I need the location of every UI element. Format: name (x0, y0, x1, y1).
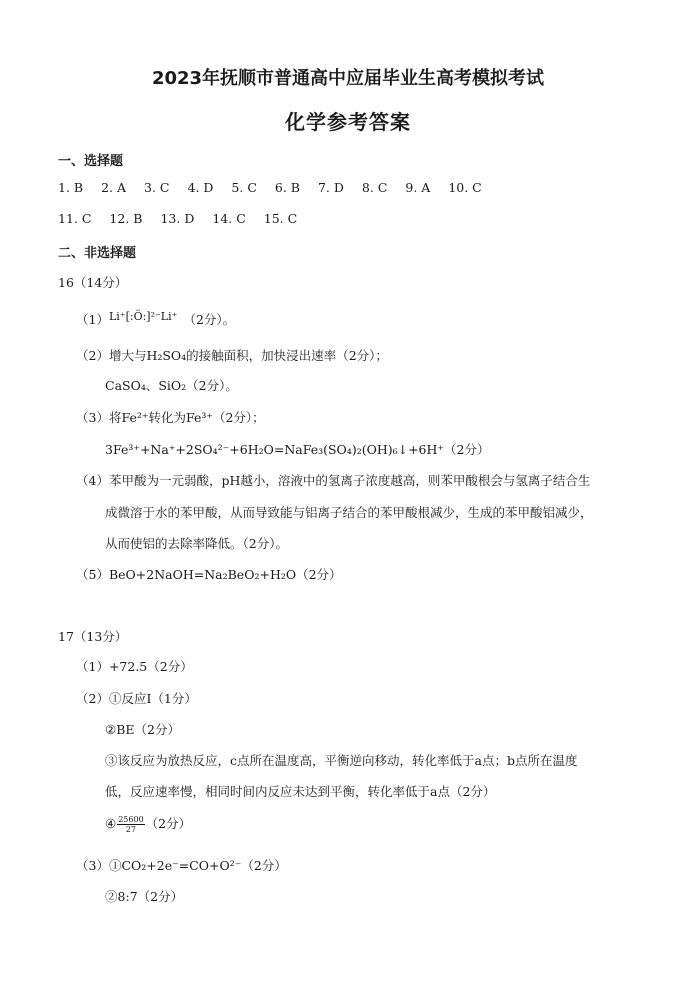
fraction (117, 815, 144, 834)
answer-item: 14. C (212, 211, 246, 226)
q17-answer-3-line-2: ②8:7（2分） (105, 889, 184, 904)
document-title: 2023年抚顺市普通高中应届毕业生高考模拟考试 (151, 68, 545, 89)
answer-item: 13. D (160, 211, 195, 226)
q17-answer-1: （1）+72.5（2分） (76, 659, 193, 674)
q16-answer-2-line-1: （2）增大与H₂SO₄的接触面积，加快浸出速率（2分）； (76, 348, 388, 363)
q16-answer-2-line-2: CaSO₄、SiO₂（2分）。 (105, 378, 238, 393)
answer-item: 7. D (317, 180, 344, 195)
q17-answer-2-line-4: 低，反应速率慢，相同时间内反应未达到平衡，转化率低于a点（2分） (105, 784, 496, 799)
answer-item: 15. C (263, 211, 298, 226)
answer-item: 4. D (187, 180, 214, 195)
document-subtitle: 化学参考答案 (285, 110, 411, 134)
q16-answer-1 (76, 310, 235, 328)
answer-item: 9. A (405, 180, 431, 195)
q17-answer-2-line-5 (105, 814, 191, 834)
q16-1-label: （1） (76, 312, 109, 327)
q17-answer-2-line-3: ③该反应为放热反应，c点所在温度高，平衡逆向移动，转化率低于a点；b点所在温度 (105, 753, 578, 768)
choice-answers-row-2 (58, 211, 315, 226)
choice-answers-row-1 (58, 180, 500, 195)
q16-1-score: （2分）。 (183, 312, 236, 327)
q17-answer-3-line-1: （3）①CO₂+2e⁻=CO+O²⁻（2分） (76, 858, 287, 873)
circled-number: ④ (105, 816, 117, 831)
answer-item: 6. B (274, 180, 300, 195)
section-heading-choice: 一、选择题 (58, 154, 124, 169)
q17-answer-2-line-1: （2）①反应Ⅰ（1分） (76, 691, 197, 706)
q16-answer-5: （5）BeO+2NaOH=Na₂BeO₂+H₂O（2分） (76, 567, 342, 582)
q16-answer-3-line-2: 3Fe³⁺+Na⁺+2SO₄²⁻+6H₂O=NaFe₃(SO₄)₂(OH)₆↓+6H⁺（2分） (105, 442, 490, 457)
answer-item: 8. C (361, 180, 388, 195)
fraction-numerator: 25600 (118, 815, 144, 824)
section-heading-nonchoice: 二、非选择题 (58, 246, 137, 261)
fraction-denominator: 27 (125, 825, 137, 834)
q16-answer-4-line-2: 成微溶于水的苯甲酸，从而导致能与铝离子结合的苯甲酸根减少，生成的苯甲酸铝减少， (105, 505, 593, 520)
q16-answer-3-line-1: （3）将Fe²⁺转化为Fe³⁺（2分）； (76, 410, 265, 425)
q16-answer-4-line-3: 从而使铝的去除率降低。（2分）。 (105, 536, 288, 551)
answer-item: 12. B (109, 211, 143, 226)
answer-item: 3. C (144, 180, 170, 195)
q17-answer-2-line-2: ②BE（2分） (105, 722, 180, 737)
answer-item: 5. C (231, 180, 257, 195)
q16-answer-4-line-1: （4）苯甲酸为一元弱酸，pH越小，溶液中的氢离子浓度越高，则苯甲酸根会与氢离子结合生 (76, 473, 591, 488)
answer-item: 1. B (58, 180, 84, 195)
q17-heading: 17（13分） (58, 629, 128, 644)
answer-item: 10. C (448, 180, 482, 195)
answer-item: 2. A (101, 180, 127, 195)
answer-item: 11. C (58, 211, 92, 226)
q17-2-4-score: （2分） (145, 816, 192, 831)
q16-heading: 16（14分） (58, 275, 128, 290)
lewis-formula: Li⁺[:Ö:]²⁻Li⁺ (108, 310, 178, 323)
